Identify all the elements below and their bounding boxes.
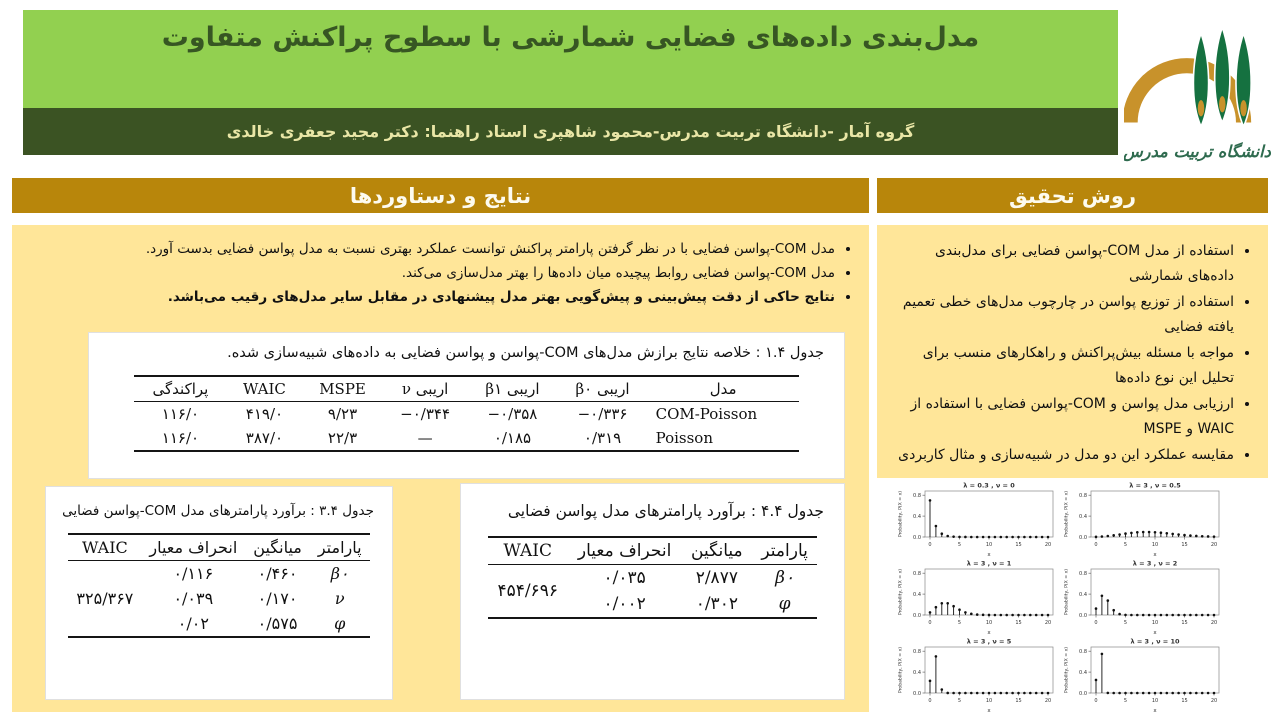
table-cell: ۲۲/۳ — [327, 428, 358, 447]
svg-text:20: 20 — [1210, 542, 1218, 548]
svg-text:15: 15 — [1015, 698, 1022, 704]
svg-text:Probability, P(X = x): Probability, P(X = x) — [898, 568, 904, 616]
svg-text:0.0: 0.0 — [1079, 690, 1087, 697]
table-header-cell: مدل — [648, 376, 799, 402]
table-row — [488, 565, 817, 592]
table-cell: φ — [778, 594, 791, 614]
logo-trees-icon — [1193, 27, 1251, 126]
svg-text:0.4: 0.4 — [1079, 669, 1087, 676]
poisson-params-card — [460, 483, 845, 700]
pmf-chart — [895, 636, 1061, 714]
svg-text:10: 10 — [985, 698, 993, 704]
data-table — [68, 533, 369, 638]
table-header-cell: MSPE — [302, 376, 383, 402]
table-row — [134, 426, 798, 451]
table-header-cell: اریبی β۱ — [467, 376, 557, 402]
svg-text:Probability, P(X = x): Probability, P(X = x) — [898, 646, 904, 694]
table-row — [68, 586, 369, 611]
table-header-cell: WAIC — [68, 534, 141, 561]
svg-text:Probability, P(X = x): Probability, P(X = x) — [898, 490, 904, 538]
svg-text:0.4: 0.4 — [1079, 591, 1087, 598]
table-row — [134, 401, 798, 426]
svg-text:5: 5 — [957, 542, 962, 548]
simulation-results-card — [88, 332, 845, 479]
pmf-chart — [1061, 636, 1227, 714]
pmf-charts-grid — [895, 480, 1227, 716]
svg-text:0.4: 0.4 — [913, 513, 921, 520]
data-table — [488, 536, 817, 619]
table-cell: — — [417, 428, 433, 447]
svg-text:15: 15 — [1015, 620, 1022, 626]
svg-text:5: 5 — [1123, 542, 1128, 548]
table-cell: ۱۱۶/۰ — [161, 428, 200, 447]
svg-text:10: 10 — [1151, 698, 1159, 704]
table-header-cell: میانگین — [682, 537, 752, 565]
svg-text:20: 20 — [1044, 542, 1052, 548]
simulation-results-table — [89, 375, 844, 452]
table-header-cell: انحراف معیار — [568, 537, 682, 565]
svg-text:20: 20 — [1044, 620, 1052, 626]
table-cell: ۰/۱۷۰ — [257, 589, 298, 608]
svg-text:0: 0 — [928, 698, 932, 704]
svg-text:Probability, P(X = x): Probability, P(X = x) — [1064, 646, 1070, 694]
methods-header-label: روش تحقیق — [1008, 183, 1137, 208]
bullet-item: • ارزیابی مدل پواسن و COM-پواسن فضایی با استفاده از WAIC و MSPE — [893, 392, 1234, 441]
section-header-methods — [877, 178, 1268, 213]
table-cell: ۰/۱۸۵ — [493, 428, 532, 447]
svg-text:0: 0 — [928, 620, 932, 626]
svg-text:0.8: 0.8 — [1079, 570, 1087, 577]
results-header-label: نتایج و دستاوردها — [349, 183, 532, 208]
table-cell: ۰/۰۰۲ — [603, 594, 646, 614]
table-cell: ۳۲۵/۳۶۷ — [76, 589, 134, 608]
table14-caption: جدول ۱.۴ : خلاصه نتایج برازش مدل‌های COM-پواسن و پواسن فضایی به داده‌های شبیه‌سازی شده. — [227, 345, 824, 361]
svg-text:0.8: 0.8 — [913, 492, 921, 499]
svg-text:0.0: 0.0 — [1079, 534, 1087, 541]
bullet-item: • مدل COM-پواسن فضایی با در نظر گرفتن پارامتر پراکنش توانست عملکرد بهتری نسبت به مدل پواسن فضایی بدست آورد. — [28, 239, 835, 260]
poisson-params-table — [461, 536, 844, 619]
pmf-chart-cell — [1061, 558, 1227, 636]
svg-text:λ = 3 , ν = 1: λ = 3 , ν = 1 — [966, 559, 1012, 568]
table44-caption: جدول ۴.۴ : برآورد پارامترهای مدل پواسن فضایی — [507, 502, 824, 520]
table-cell: ۰/۵۷۵ — [257, 614, 298, 633]
svg-text:10: 10 — [985, 620, 993, 626]
svg-text:0.4: 0.4 — [913, 591, 921, 598]
svg-text:λ = 0.3 , ν = 0: λ = 0.3 , ν = 0 — [963, 481, 1015, 490]
pmf-chart — [895, 558, 1061, 636]
svg-text:Probability, P(X = x): Probability, P(X = x) — [1064, 490, 1070, 538]
table-cell: ۰/۱۱۶ — [173, 564, 214, 583]
methods-bullet-list — [877, 225, 1268, 468]
bullet-item: • نتایج حاکی از دقت پیش‌بینی و پیش‌گویی بهتر مدل پیشنهادی در مقابل سایر مدل‌های رقیب می‌باشد. — [28, 287, 835, 308]
pmf-chart-cell — [1061, 480, 1227, 558]
svg-text:15: 15 — [1181, 542, 1188, 548]
svg-text:x: x — [987, 708, 991, 714]
pmf-chart — [1061, 480, 1227, 558]
svg-text:x: x — [1153, 630, 1157, 636]
svg-text:20: 20 — [1210, 620, 1218, 626]
svg-text:0.0: 0.0 — [913, 612, 921, 619]
table-row — [68, 611, 369, 637]
bullet-item: • مواجه با مسئله بیش‌پراکنش و راهکارهای منسب برای تحلیل این نوع داده‌ها — [893, 341, 1234, 390]
table-header-cell: میانگین — [245, 534, 310, 561]
pmf-chart-cell — [1061, 636, 1227, 714]
table-cell: β۰ — [775, 568, 795, 588]
table-cell: ۰/۰۳۵ — [603, 568, 646, 588]
svg-text:5: 5 — [1123, 698, 1128, 704]
table-header-cell: WAIC — [488, 537, 568, 565]
authors-text: گروه آمار -دانشگاه تربیت مدرس-محمود شاهپری استاد راهنما: دکتر مجید جعفری خالدی — [226, 122, 915, 141]
svg-text:0.0: 0.0 — [1079, 612, 1087, 619]
svg-text:λ = 3 , ν = 5: λ = 3 , ν = 5 — [966, 637, 1012, 646]
table-cell: ۰/۳۰۲ — [695, 594, 738, 614]
svg-text:0: 0 — [1094, 620, 1098, 626]
table-cell: −۰/۳۳۶ — [577, 404, 628, 423]
table-cell — [68, 611, 141, 637]
table-cell: COM-Poisson — [655, 404, 758, 423]
pmf-chart — [895, 480, 1061, 558]
pmf-chart-cell — [895, 480, 1061, 558]
svg-text:15: 15 — [1181, 698, 1188, 704]
svg-text:0.8: 0.8 — [913, 648, 921, 655]
pmf-chart-cell — [895, 636, 1061, 714]
svg-text:10: 10 — [985, 542, 993, 548]
pmf-chart-cell — [895, 558, 1061, 636]
university-logo-icon — [1124, 6, 1276, 170]
svg-text:20: 20 — [1210, 698, 1218, 704]
table-cell: φ — [334, 614, 346, 633]
table34-caption: جدول ۳.۴ : برآورد پارامترهای مدل COM-پواسن فضایی — [62, 503, 374, 519]
table-header-cell: پارامتر — [752, 537, 817, 565]
bullet-item: • استفاده از توزیع پواسن در چارچوب مدل‌های خطی تعمیم یافته فضایی — [893, 290, 1234, 339]
authors-bar — [23, 108, 1118, 155]
com-poisson-params-card — [45, 486, 393, 700]
svg-text:λ = 3 , ν = 10: λ = 3 , ν = 10 — [1130, 637, 1180, 646]
svg-text:0: 0 — [1094, 698, 1098, 704]
table-cell: Poisson — [655, 428, 713, 447]
university-logo — [1124, 6, 1276, 170]
table-cell — [68, 561, 141, 587]
pmf-chart — [1061, 558, 1227, 636]
table-cell: −۰/۳۵۸ — [487, 404, 538, 423]
table-row — [68, 561, 369, 587]
bullet-item: • مقایسه عملکرد این دو مدل در شبیه‌سازی و مثال کاربردی — [893, 443, 1234, 468]
bullet-item: • مدل COM-پواسن فضایی روابط پیچیده میان داده‌ها را بهتر مدل‌سازی می‌کند. — [28, 263, 835, 284]
table-cell: ۲/۸۷۷ — [695, 568, 738, 588]
table-header-cell: اریبی β۰ — [558, 376, 648, 402]
table-header-cell: پراکندگی — [134, 376, 226, 402]
section-header-results — [12, 178, 869, 213]
results-bullet-list — [12, 225, 869, 308]
data-table — [134, 375, 798, 452]
svg-text:0.4: 0.4 — [1079, 513, 1087, 520]
poster-title: مدل‌بندی داده‌های فضایی شمارشی با سطوح پراکنش متفاوت — [161, 22, 980, 53]
svg-text:0.0: 0.0 — [913, 534, 921, 541]
logo-text: دانشگاه تربیت مدرس — [1124, 141, 1271, 161]
svg-text:0: 0 — [1094, 542, 1098, 548]
svg-text:0.0: 0.0 — [913, 690, 921, 697]
svg-text:15: 15 — [1181, 620, 1188, 626]
table-cell: ۳۸۷/۰ — [245, 428, 284, 447]
title-banner — [23, 10, 1118, 108]
table-cell: ۴۱۹/۰ — [245, 404, 284, 423]
svg-text:λ = 3 , ν = 2: λ = 3 , ν = 2 — [1132, 559, 1178, 568]
svg-text:0.8: 0.8 — [913, 570, 921, 577]
table-cell: ۰/۴۶۰ — [257, 564, 298, 583]
table-cell: −۰/۳۴۴ — [400, 404, 451, 423]
bullet-item: • استفاده از مدل COM-پواسن فضایی برای مدل‌بندی داده‌های شمارشی — [893, 239, 1234, 288]
table-cell: β۰ — [330, 564, 349, 583]
svg-text:Probability, P(X = x): Probability, P(X = x) — [1064, 568, 1070, 616]
table-cell: ۴۵۴/۶۹۶ — [497, 581, 558, 601]
svg-text:10: 10 — [1151, 620, 1159, 626]
table-header-cell: WAIC — [227, 376, 303, 402]
svg-text:10: 10 — [1151, 542, 1159, 548]
svg-text:x: x — [1153, 708, 1157, 714]
svg-text:0.4: 0.4 — [913, 669, 921, 676]
svg-text:5: 5 — [957, 698, 962, 704]
svg-text:0.8: 0.8 — [1079, 648, 1087, 655]
table-cell: ۰/۰۲ — [177, 614, 209, 633]
table-header-cell: پارامتر — [310, 534, 370, 561]
svg-text:x: x — [987, 552, 991, 558]
svg-text:5: 5 — [957, 620, 962, 626]
table-cell: ۰/۰۳۹ — [173, 589, 214, 608]
table-cell: ν — [334, 589, 345, 608]
svg-text:5: 5 — [1123, 620, 1128, 626]
svg-text:20: 20 — [1044, 698, 1052, 704]
table-header-cell: انحراف معیار — [141, 534, 245, 561]
methods-panel — [877, 225, 1268, 478]
table-header-cell: اریبی ν — [383, 376, 468, 402]
table-cell: ۰/۳۱۹ — [583, 428, 622, 447]
svg-text:λ = 3 , ν = 0.5: λ = 3 , ν = 0.5 — [1129, 481, 1181, 490]
svg-text:0.8: 0.8 — [1079, 492, 1087, 499]
svg-text:0: 0 — [928, 542, 932, 548]
svg-text:x: x — [987, 630, 991, 636]
svg-text:15: 15 — [1015, 542, 1022, 548]
table-cell: ۹/۲۳ — [327, 404, 358, 423]
table-cell: ۱۱۶/۰ — [161, 404, 200, 423]
svg-text:x: x — [1153, 552, 1157, 558]
com-poisson-params-table — [46, 533, 392, 638]
